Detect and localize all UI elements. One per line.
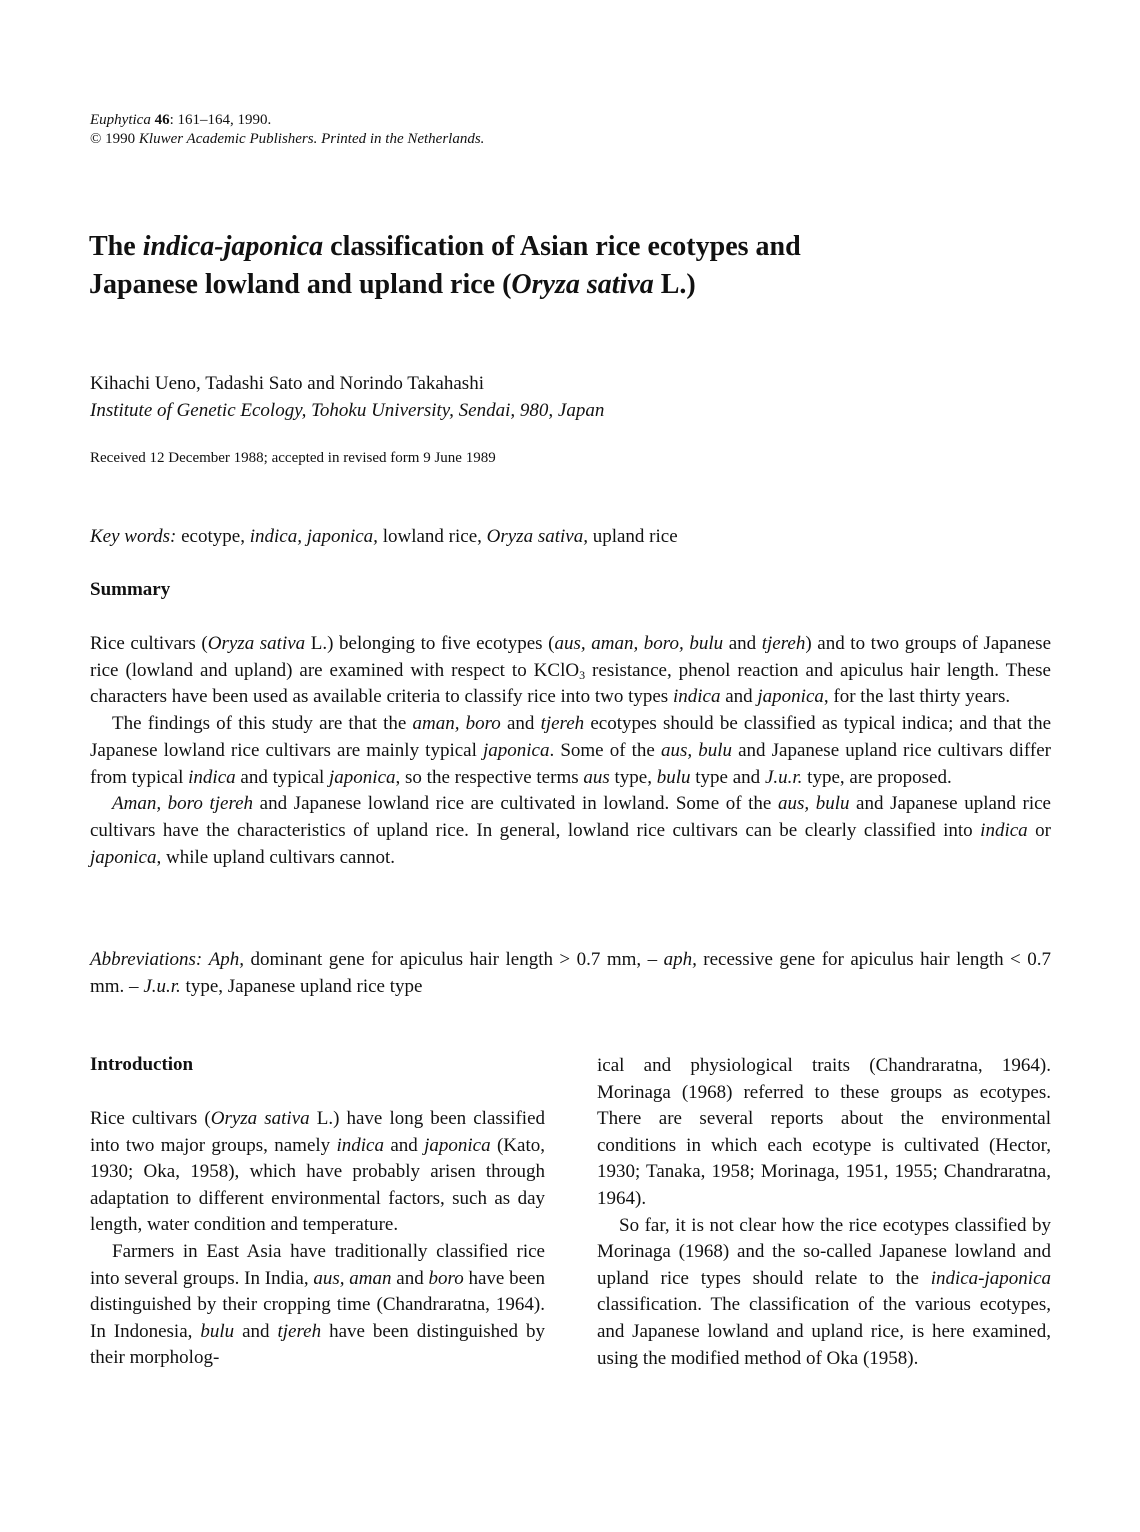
- text: have been distinguished by their morpholog-: [90, 1320, 545, 1369]
- text: Farmers in East Asia have traditionally classified rice into several groups. In India,: [90, 1240, 545, 1289]
- text: Oryza sativa: [210, 1108, 310, 1129]
- text: indica: [188, 766, 236, 788]
- keywords: [90, 524, 1050, 550]
- text: Rice cultivars (: [90, 1108, 211, 1129]
- text: japonica: [424, 1134, 491, 1156]
- paper-title: [89, 228, 1049, 304]
- title-text: The: [89, 231, 143, 262]
- abbreviations: [90, 947, 1051, 1000]
- text: J.u.r.: [143, 975, 181, 997]
- text: , so the respective terms: [395, 766, 584, 788]
- text: and Japanese lowland rice are cultivated in lowland. Some of the: [253, 793, 778, 815]
- received-dates: Received 12 December 1988; accepted in revised form 9 June 1989: [90, 450, 496, 466]
- text: boro: [428, 1267, 464, 1289]
- text: type, are proposed.: [802, 766, 952, 788]
- intro-left-column: [90, 1106, 545, 1372]
- text: L.) belonging to five ecotypes (: [305, 633, 555, 654]
- text: aph,: [663, 949, 697, 970]
- intro-paragraph: ical and physiological traits (Chandraratna, 1964). Morinaga (1968) referred to these groups as ecotypes. There are several reports about the environmental conditions in which each ecotype is cultivated (Hector, 1930; Tanaka, 1958; Morinaga, 1951, 1955; Chandraratna, 1964).: [597, 1055, 1051, 1209]
- title-text: classification of Asian rice ecotypes and: [323, 231, 801, 262]
- text: ) and to two groups of Japanese rice (lowland and upland) are examined with respect to KClO: [90, 633, 1052, 681]
- text: type,: [609, 766, 657, 788]
- text: and typical: [235, 766, 330, 788]
- title-italic: Oryza sativa: [511, 269, 654, 300]
- keyword-text: ecotype,: [176, 526, 250, 547]
- text: aus, aman, boro, bulu: [554, 633, 724, 654]
- text: and: [234, 1320, 278, 1342]
- text: and: [723, 633, 762, 654]
- journal-volume: 46: [154, 112, 170, 128]
- author-affiliation: Institute of Genetic Ecology, Tohoku University, Sendai, 980, Japan: [90, 400, 605, 421]
- copyright-icon: ©: [90, 131, 102, 147]
- author-block: [90, 370, 1050, 424]
- summary-paragraph: [90, 791, 1051, 871]
- text: tjereh: [277, 1320, 322, 1342]
- text: tjereh: [540, 713, 585, 735]
- copyright-line: [90, 130, 790, 149]
- text: , while upland cultivars cannot.: [156, 846, 395, 868]
- text: , for the last thirty years.: [823, 686, 1011, 708]
- text: aus, bulu: [660, 739, 732, 761]
- citation-line: [90, 111, 790, 130]
- text: recessive gene for apiculus hair length < 0.7 mm. –: [90, 949, 1051, 997]
- text: tjereh: [761, 633, 806, 654]
- text: type, Japanese upland rice type: [180, 975, 423, 997]
- title-italic: indica-japonica: [142, 231, 324, 262]
- introduction-heading: Introduction: [90, 1054, 194, 1075]
- intro-paragraph: [597, 1213, 1051, 1373]
- text: Aman, boro tjereh: [112, 793, 254, 815]
- journal-header: [90, 111, 790, 149]
- copyright-year: 1990: [105, 131, 136, 147]
- text: ecotypes should be classified as typical indica; and that the Japanese lowland rice cultivars are mainly typical: [90, 713, 1051, 761]
- author-names: Kihachi Ueno, Tadashi Sato and Norindo Takahashi: [90, 373, 484, 394]
- text: J.u.r.: [764, 766, 803, 788]
- keyword-text: upland rice: [587, 526, 678, 547]
- text: type and: [690, 766, 765, 788]
- text: bulu: [200, 1320, 235, 1342]
- text: aus: [583, 766, 610, 788]
- text: aman, boro: [412, 713, 501, 735]
- text: Oryza sativa: [207, 633, 306, 654]
- text: resistance, phenol reaction and apiculus hair length. These characters have been used as available criteria to classify rice into two types: [90, 659, 1051, 708]
- keyword-text: indica, japonica,: [249, 526, 378, 547]
- keyword-text: lowland rice,: [377, 526, 487, 547]
- subscript: 3: [579, 667, 586, 682]
- title-text: L.): [653, 269, 696, 300]
- publisher-line: Kluwer Academic Publishers. Printed in the Netherlands.: [138, 131, 485, 147]
- text: and Japanese upland rice cultivars have the characteristics of upland rice. In general, lowland rice cultivars can be clearly classified into: [90, 793, 1051, 841]
- text: (Kato, 1930; Oka, 1958), which have probably arisen through adaptation to different environmental factors, such as day length, water condition and temperature.: [90, 1134, 545, 1236]
- text: bulu: [656, 766, 691, 788]
- summary-paragraph: [90, 631, 1051, 711]
- text: The findings of this study are that the: [112, 713, 413, 735]
- text: have been distinguished by their cropping time (Chandraratna, 1964). In Indonesia,: [90, 1267, 545, 1342]
- title-text: Japanese lowland and upland rice (: [89, 269, 512, 300]
- text: and: [391, 1267, 429, 1289]
- text: indica: [336, 1134, 384, 1156]
- text: . Some of the: [549, 739, 661, 761]
- intro-paragraph: [90, 1239, 545, 1372]
- text: Rice cultivars (: [90, 633, 208, 654]
- keyword-text: Oryza sativa,: [486, 526, 588, 547]
- text: indica: [980, 819, 1028, 841]
- text: indica: [672, 686, 721, 708]
- keywords-label: Key words:: [90, 526, 177, 547]
- text: and: [720, 686, 758, 708]
- intro-paragraph: [90, 1106, 545, 1239]
- text: aus, aman: [313, 1267, 392, 1289]
- summary-paragraph: [90, 711, 1051, 791]
- text: dominant gene for apiculus hair length > 0.7 mm, –: [244, 949, 664, 970]
- text: or: [1027, 819, 1051, 841]
- text: and: [384, 1134, 425, 1156]
- summary-body: [90, 631, 1051, 871]
- text: japonica: [757, 686, 824, 708]
- journal-pages: : 161–164, 1990.: [169, 112, 272, 128]
- text: and Japanese upland rice cultivars differ from typical: [90, 739, 1051, 788]
- journal-name: Euphytica: [90, 112, 151, 128]
- text: indica-japonica: [930, 1267, 1051, 1289]
- text: japonica: [482, 739, 550, 761]
- text: japonica: [90, 846, 157, 868]
- intro-right-column: [597, 1053, 1051, 1372]
- summary-heading: Summary: [90, 579, 171, 600]
- text: japonica: [329, 766, 396, 788]
- text: classification. The classification of the various ecotypes, and Japanese lowland and upland rice, is here examined, using the modified method of Oka (1958).: [597, 1294, 1051, 1369]
- text: So far, it is not clear how the rice ecotypes classified by Morinaga (1968) and the so-called Japanese lowland and upland rice types should relate to the: [597, 1214, 1051, 1289]
- abbreviations-label: Abbreviations:: [90, 949, 203, 970]
- text: and: [500, 713, 541, 735]
- text: Aph,: [208, 949, 245, 970]
- text: L.) have long been classified into two major groups, namely: [90, 1108, 546, 1156]
- text: aus, bulu: [777, 793, 850, 815]
